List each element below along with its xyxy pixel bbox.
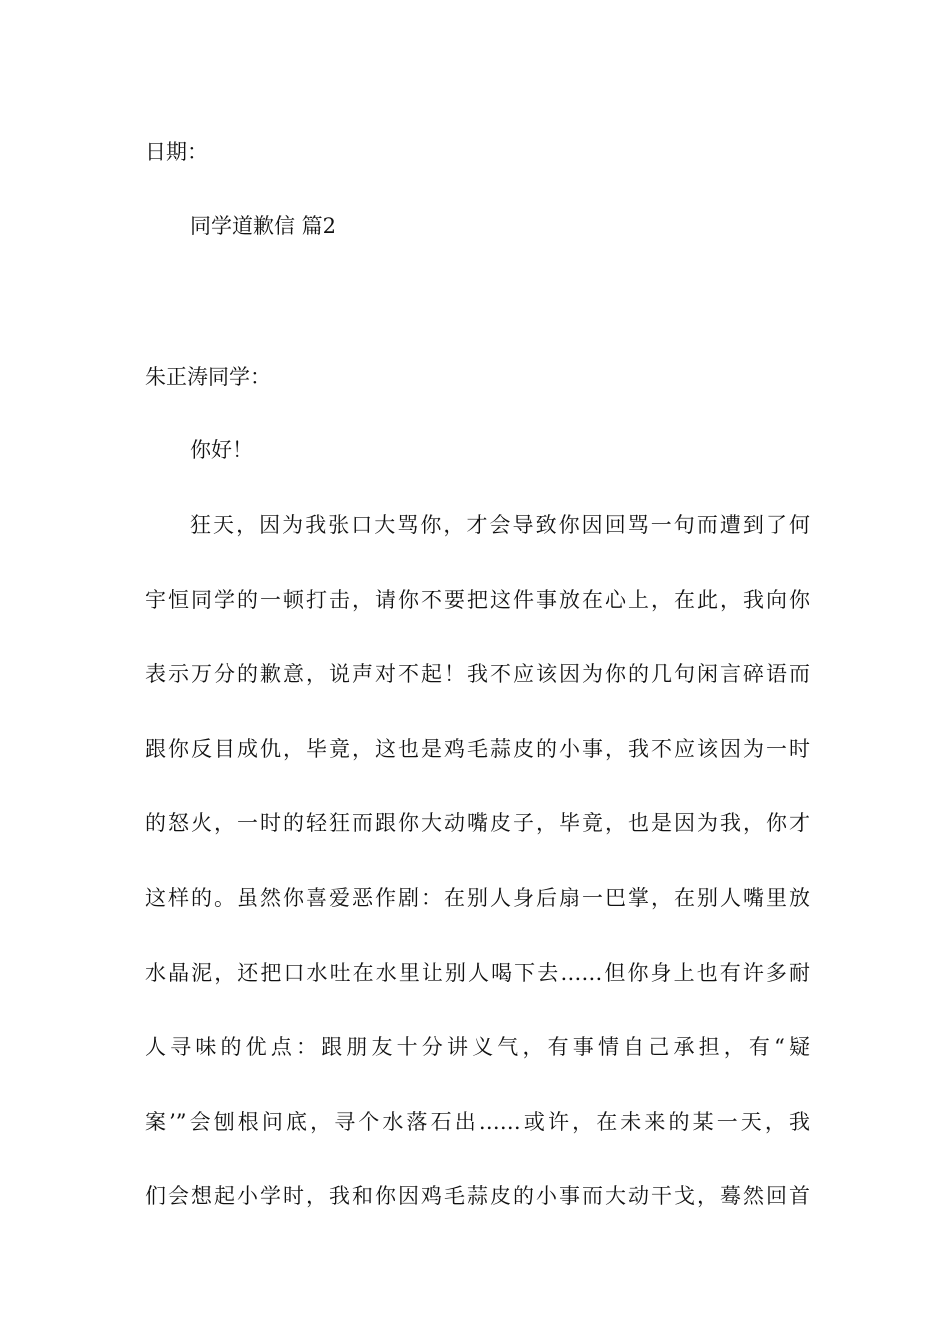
body-line: 案’”会刨根问底，寻个水落石出……或许，在未来的某一天，我 bbox=[145, 1110, 810, 1134]
body-line: 水晶泥，还把口水吐在水里让别人喝下去……但你身上也有许多耐 bbox=[145, 961, 810, 985]
body-line: 宇恒同学的一顿打击，请你不要把这件事放在心上，在此，我向你 bbox=[145, 588, 810, 612]
date-label: 日期： bbox=[145, 140, 208, 164]
body-line: 的怒火，一时的轻狂而跟你大动嘴皮子，毕竟，也是因为我，你才 bbox=[145, 811, 810, 835]
body-line: 跟你反目成仇，毕竟，这也是鸡毛蒜皮的小事，我不应该因为一时 bbox=[145, 737, 810, 761]
greeting: 你好！ bbox=[190, 438, 253, 462]
body-line: 表示万分的歉意，说声对不起！我不应该因为你的几句闲言碎语而 bbox=[145, 662, 810, 686]
body-line: 人寻味的优点：跟朋友十分讲义气，有事情自己承担，有“疑 bbox=[145, 1035, 810, 1059]
body-line: 狂天，因为我张口大骂你，才会导致你因回骂一句而遭到了何 bbox=[190, 513, 810, 537]
body-line: 们会想起小学时，我和你因鸡毛蒜皮的小事而大动干戈，蓦然回首 bbox=[145, 1184, 810, 1208]
salutation: 朱正涛同学： bbox=[145, 365, 271, 389]
letter-heading: 同学道歉信 篇2 bbox=[190, 214, 337, 238]
body-line: 这样的。虽然你喜爱恶作剧：在别人身后扇一巴掌，在别人嘴里放 bbox=[145, 886, 810, 910]
